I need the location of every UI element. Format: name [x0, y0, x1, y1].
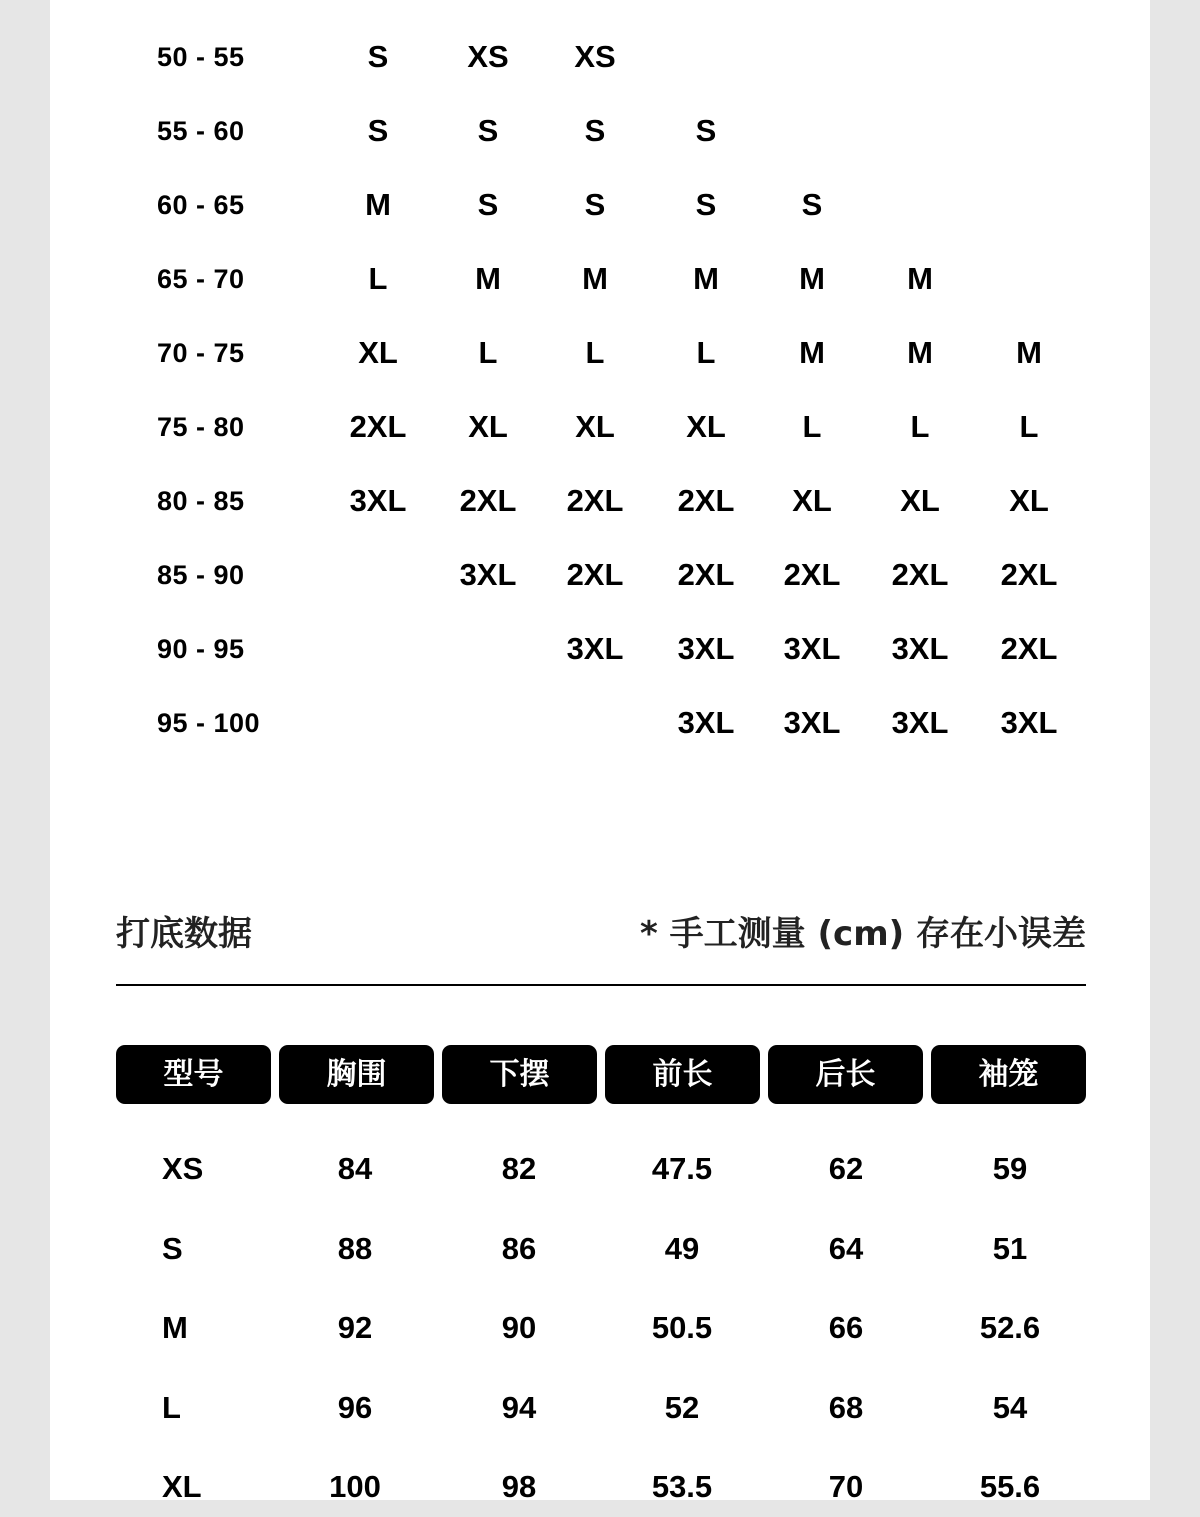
size-cell: M [365, 187, 391, 222]
size-cell: XS [574, 39, 616, 74]
measurement-value: 96 [337, 1389, 373, 1425]
measurement-value: 66 [828, 1310, 864, 1345]
size-cell: 3XL [1000, 705, 1058, 740]
measurement-value: 50.5 [651, 1310, 713, 1345]
size-row [50, 545, 1150, 605]
size-cell: S [367, 113, 389, 148]
size-cell: S [695, 113, 717, 148]
measurement-value: 70 [828, 1469, 864, 1504]
size-cell: 2XL [566, 483, 624, 518]
size-cell: 2XL [891, 557, 949, 592]
size-cell: XL [468, 409, 508, 444]
size-cell: L [910, 409, 930, 444]
weight-range-label: 70 - 75 [157, 338, 245, 368]
size-cell: L [585, 335, 605, 370]
size-cell: S [801, 187, 823, 222]
size-cell: M [907, 335, 933, 370]
size-cell: M [799, 335, 825, 370]
measurement-header [116, 906, 1086, 962]
size-row [50, 27, 1150, 87]
size-label: XS [162, 1151, 204, 1186]
size-cell: S [584, 113, 606, 148]
weight-range-label: 80 - 85 [157, 486, 245, 516]
size-cell: 3XL [783, 705, 841, 740]
measurement-value: 54 [992, 1389, 1028, 1425]
size-cell: 3XL [783, 631, 841, 666]
measurement-value: 90 [501, 1310, 537, 1345]
size-row [50, 693, 1150, 753]
size-cell: XL [575, 409, 615, 444]
measurement-value: 62 [828, 1151, 864, 1186]
size-label: M [162, 1310, 188, 1345]
size-cell: 2XL [459, 483, 517, 518]
size-cell: 2XL [783, 557, 841, 592]
size-cell: 3XL [891, 705, 949, 740]
measurement-row [50, 1298, 1150, 1358]
size-cell: 2XL [677, 483, 735, 518]
weight-range-label: 50 - 55 [157, 42, 245, 72]
measurement-value: 51 [992, 1230, 1028, 1266]
measurement-value: 53.5 [651, 1469, 713, 1504]
size-cell: S [584, 187, 606, 222]
size-label: XL [162, 1469, 202, 1504]
weight-range-label: 55 - 60 [157, 116, 245, 146]
size-cell: XL [900, 483, 940, 518]
size-cell: M [799, 261, 825, 296]
column-header-col-back-length: 后长 [768, 1045, 923, 1104]
measurement-value: 59 [992, 1151, 1028, 1186]
size-cell: M [907, 261, 933, 296]
size-cell: S [477, 113, 499, 148]
size-cell: M [1016, 335, 1042, 370]
size-cell: S [477, 187, 499, 222]
size-guide-sheet [50, 0, 1150, 1504]
size-cell: L [368, 261, 388, 296]
measurement-value: 100 [329, 1469, 381, 1504]
size-cell: 3XL [459, 557, 517, 592]
size-row [50, 323, 1150, 383]
section-title: 打底数据 [116, 914, 252, 954]
measurement-value: 84 [337, 1151, 373, 1186]
size-label: L [162, 1389, 181, 1425]
column-header-col-model: 型号 [116, 1045, 271, 1104]
column-header-col-armhole: 袖笼 [931, 1045, 1086, 1104]
measurement-note: * 手工测量 (cm) 存在小误差 [640, 914, 1086, 954]
size-cell: M [693, 261, 719, 296]
size-row [50, 249, 1150, 309]
measurement-value: 94 [501, 1389, 537, 1425]
weight-range-label: 85 - 90 [157, 560, 245, 590]
size-cell: S [367, 39, 389, 74]
size-row [50, 397, 1150, 457]
size-cell: 2XL [1000, 631, 1058, 666]
measurement-value: 82 [501, 1151, 537, 1186]
size-cell: S [695, 187, 717, 222]
size-cell: M [582, 261, 608, 296]
size-cell: XL [686, 409, 726, 444]
measurement-value: 52 [664, 1389, 700, 1425]
size-cell: M [475, 261, 501, 296]
size-row [50, 471, 1150, 531]
weight-range-label: 65 - 70 [157, 264, 245, 294]
size-row [50, 619, 1150, 679]
size-cell: L [478, 335, 498, 370]
size-cell: 3XL [677, 631, 735, 666]
size-cell: 2XL [1000, 557, 1058, 592]
column-header-col-front-length: 前长 [605, 1045, 760, 1104]
weight-range-label: 95 - 100 [157, 708, 261, 738]
size-cell: 3XL [677, 705, 735, 740]
measurement-value: 64 [828, 1230, 864, 1266]
measurement-value: 55.6 [979, 1469, 1041, 1504]
divider-line [116, 984, 1086, 986]
column-header-col-chest: 胸围 [279, 1045, 434, 1104]
measurement-value: 86 [501, 1230, 537, 1266]
column-header-col-hem: 下摆 [442, 1045, 597, 1104]
measurement-value: 92 [337, 1310, 373, 1345]
size-cell: 3XL [566, 631, 624, 666]
size-cell: 2XL [349, 409, 407, 444]
measurement-row [50, 1219, 1150, 1279]
size-cell: 3XL [349, 483, 407, 518]
size-cell: XL [792, 483, 832, 518]
measurement-row [50, 1457, 1150, 1517]
size-cell: XS [467, 39, 509, 74]
size-cell: 3XL [891, 631, 949, 666]
size-cell: L [1019, 409, 1039, 444]
size-row [50, 175, 1150, 235]
measurement-value: 47.5 [651, 1151, 713, 1186]
size-cell: XL [358, 335, 398, 370]
measurement-row [50, 1378, 1150, 1438]
measurement-value: 98 [501, 1469, 537, 1504]
size-cell: L [802, 409, 822, 444]
weight-range-label: 60 - 65 [157, 190, 245, 220]
measurement-row [50, 1139, 1150, 1199]
measurement-value: 49 [664, 1230, 700, 1266]
measurement-value: 52.6 [979, 1310, 1041, 1345]
size-row [50, 101, 1150, 161]
size-cell: L [696, 335, 716, 370]
size-cell: 2XL [566, 557, 624, 592]
size-cell: XL [1009, 483, 1049, 518]
measurement-value: 68 [828, 1389, 864, 1425]
size-cell: 2XL [677, 557, 735, 592]
size-label: S [162, 1230, 183, 1266]
measurement-value: 88 [337, 1230, 373, 1266]
weight-range-label: 75 - 80 [157, 412, 245, 442]
weight-range-label: 90 - 95 [157, 634, 245, 664]
